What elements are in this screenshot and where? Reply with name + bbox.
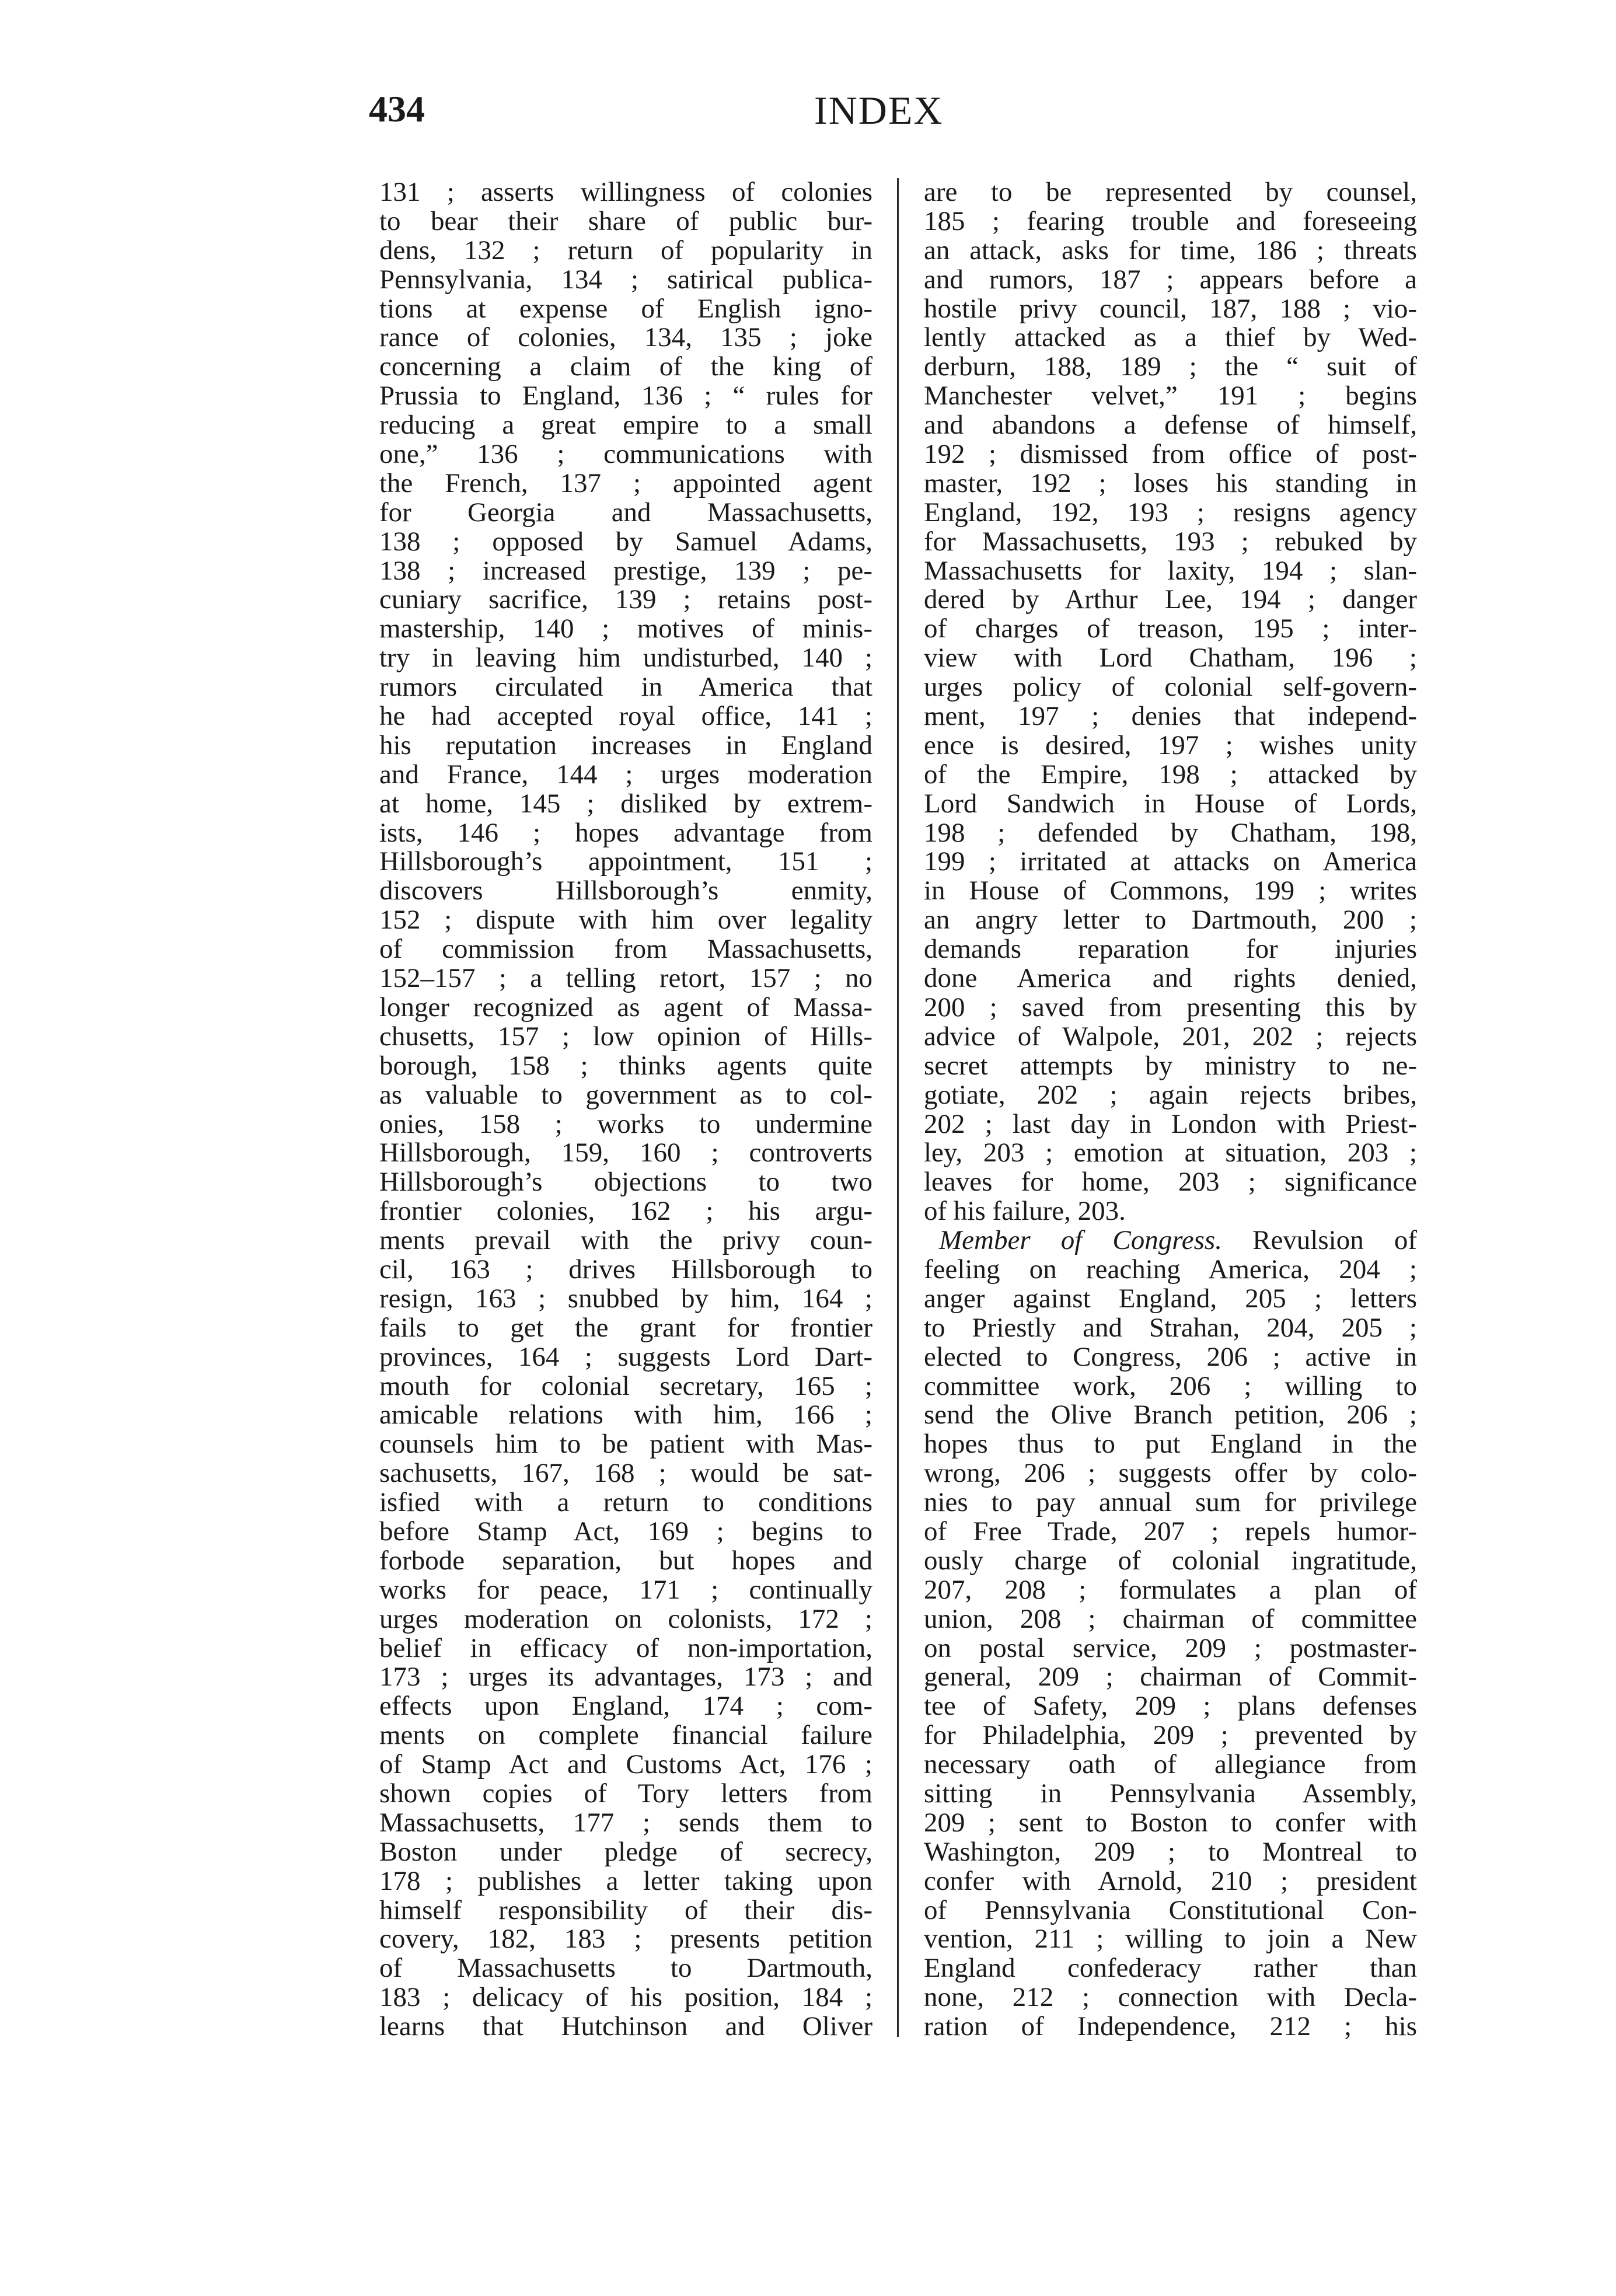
index-line: of the Empire, 198 ; attacked by	[924, 759, 1417, 790]
index-line: provinces, 164 ; suggests Lord Dart-	[379, 1341, 872, 1372]
index-line: ments prevail with the privy coun-	[379, 1225, 872, 1256]
index-subheading-rest: Revulsion of	[1221, 1225, 1417, 1256]
index-line: the French, 137 ; appointed agent	[379, 467, 872, 498]
index-line: isfied with a return to conditions	[379, 1487, 872, 1518]
index-line: demands reparation for injuries	[924, 934, 1417, 965]
index-subheading-line	[924, 1226, 1417, 1255]
index-line: for Philadelphia, 209 ; prevented by	[924, 1720, 1417, 1751]
index-subheading: Member of Congress.	[939, 1225, 1222, 1256]
index-line: ley, 203 ; emotion at situation, 203 ;	[924, 1137, 1417, 1168]
index-line: ists, 146 ; hopes advantage from	[379, 817, 872, 848]
index-line: shown copies of Tory letters from	[379, 1778, 872, 1809]
index-line: counsels him to be patient with Mas-	[379, 1429, 872, 1460]
index-line: gotiate, 202 ; again rejects bribes,	[924, 1079, 1417, 1110]
index-line: 202 ; last day in London with Priest-	[924, 1108, 1417, 1139]
index-line: sachusetts, 167, 168 ; would be sat-	[379, 1458, 872, 1489]
index-line: rumors circulated in America that	[379, 672, 872, 703]
index-line: lently attacked as a thief by Wed-	[924, 322, 1417, 353]
index-line: ration of Independence, 212 ; his	[924, 2011, 1417, 2042]
index-line: and abandons a defense of himself,	[924, 410, 1417, 441]
index-line: frontier colonies, 162 ; his argu-	[379, 1196, 872, 1227]
index-line: and rumors, 187 ; appears before a	[924, 264, 1417, 295]
index-column-right	[924, 178, 1417, 2042]
index-line: hostile privy council, 187, 188 ; vio-	[924, 293, 1417, 324]
index-line: Manchester velvet,” 191 ; begins	[924, 381, 1417, 411]
index-line: urges moderation on colonists, 172 ;	[379, 1603, 872, 1634]
index-line: of his failure, 203.	[924, 1196, 1126, 1227]
index-line: 209 ; sent to Boston to confer with	[924, 1807, 1417, 1838]
index-line: works for peace, 171 ; continually	[379, 1574, 872, 1605]
index-line: ence is desired, 197 ; wishes unity	[924, 730, 1417, 760]
index-line: urges policy of colonial self-govern-	[924, 672, 1417, 703]
index-line: of Pennsylvania Constitutional Con-	[924, 1894, 1417, 1925]
index-line: he had accepted royal office, 141 ;	[379, 701, 872, 732]
index-line: 207, 208 ; formulates a plan of	[924, 1574, 1417, 1605]
index-line: mastership, 140 ; motives of minis-	[379, 613, 872, 644]
index-line: none, 212 ; connection with Decla-	[924, 1982, 1417, 2013]
index-line: 131 ; asserts willingness of colonies	[379, 177, 872, 207]
index-line: nies to pay annual sum for privilege	[924, 1487, 1417, 1518]
index-line: Boston under pledge of secrecy,	[379, 1836, 872, 1867]
index-line: 173 ; urges its advantages, 173 ; and	[379, 1662, 872, 1693]
index-line: Washington, 209 ; to Montreal to	[924, 1836, 1417, 1867]
index-line: mouth for colonial secretary, 165 ;	[379, 1370, 872, 1401]
index-line: ments on complete financial failure	[379, 1720, 872, 1751]
index-column-left	[379, 178, 872, 2042]
index-line: in House of Commons, 199 ; writes	[924, 875, 1417, 906]
index-line: belief in efficacy of non-importation,	[379, 1632, 872, 1663]
index-line: send the Olive Branch petition, 206 ;	[924, 1400, 1417, 1430]
index-line: tions at expense of English igno-	[379, 293, 872, 324]
index-line: general, 209 ; chairman of Commit-	[924, 1662, 1417, 1693]
index-line: advice of Walpole, 201, 202 ; rejects	[924, 1021, 1417, 1052]
index-line: to Priestly and Strahan, 204, 205 ;	[924, 1312, 1417, 1343]
index-line: 152–157 ; a telling retort, 157 ; no	[379, 963, 872, 994]
index-line: 178 ; publishes a letter taking upon	[379, 1865, 872, 1896]
index-line: to bear their share of public bur-	[379, 205, 872, 236]
page-title: INDEX	[814, 88, 944, 132]
index-line: on postal service, 209 ; postmaster-	[924, 1632, 1417, 1663]
index-line: sitting in Pennsylvania Assembly,	[924, 1778, 1417, 1809]
index-line: Hillsborough’s objections to two	[379, 1167, 872, 1198]
index-line: cil, 163 ; drives Hillsborough to	[379, 1254, 872, 1285]
index-line: himself responsibility of their dis-	[379, 1894, 872, 1925]
index-line: elected to Congress, 206 ; active in	[924, 1341, 1417, 1372]
index-line: as valuable to government as to col-	[379, 1079, 872, 1110]
index-line: necessary oath of allegiance from	[924, 1749, 1417, 1780]
index-line: leaves for home, 203 ; significance	[924, 1167, 1417, 1198]
index-line: confer with Arnold, 210 ; president	[924, 1865, 1417, 1896]
index-line: done America and rights denied,	[924, 963, 1417, 994]
index-line: committee work, 206 ; willing to	[924, 1370, 1417, 1401]
index-line: longer recognized as agent of Massa-	[379, 992, 872, 1023]
index-line: Massachusetts for laxity, 194 ; slan-	[924, 555, 1417, 586]
index-line: try in leaving him undisturbed, 140 ;	[379, 643, 872, 674]
index-line: tee of Safety, 209 ; plans defenses	[924, 1691, 1417, 1722]
index-line: Lord Sandwich in House of Lords,	[924, 788, 1417, 819]
index-line: 185 ; fearing trouble and foreseeing	[924, 205, 1417, 236]
index-line: learns that Hutchinson and Oliver	[379, 2011, 872, 2042]
index-line: of Stamp Act and Customs Act, 176 ;	[379, 1749, 872, 1780]
index-line: derburn, 188, 189 ; the “ suit of	[924, 351, 1417, 382]
index-line: one,” 136 ; communications with	[379, 439, 872, 470]
index-line: view with Lord Chatham, 196 ;	[924, 643, 1417, 674]
index-line: and France, 144 ; urges moderation	[379, 759, 872, 790]
index-line: for Massachusetts, 193 ; rebuked by	[924, 526, 1417, 557]
index-line: 152 ; dispute with him over legality	[379, 905, 872, 936]
index-line: resign, 163 ; snubbed by him, 164 ;	[379, 1283, 872, 1314]
index-line: England, 192, 193 ; resigns agency	[924, 497, 1417, 528]
column-divider	[897, 178, 899, 2037]
index-line: of Free Trade, 207 ; repels humor-	[924, 1516, 1417, 1547]
index-line: chusetts, 157 ; low opinion of Hills-	[379, 1021, 872, 1052]
page-number: 434	[369, 88, 425, 130]
index-line: at home, 145 ; disliked by extrem-	[379, 788, 872, 819]
index-line: Hillsborough, 159, 160 ; controverts	[379, 1137, 872, 1168]
index-line: 138 ; increased prestige, 139 ; pe-	[379, 555, 872, 586]
index-line: of Massachusetts to Dartmouth,	[379, 1953, 872, 1984]
index-line: 183 ; delicacy of his position, 184 ;	[379, 1982, 872, 2013]
index-line: before Stamp Act, 169 ; begins to	[379, 1516, 872, 1547]
index-line: of commission from Massachusetts,	[379, 934, 872, 965]
index-line: 199 ; irritated at attacks on America	[924, 846, 1417, 877]
index-line: effects upon England, 174 ; com-	[379, 1691, 872, 1722]
index-line: an attack, asks for time, 186 ; threats	[924, 235, 1417, 266]
index-line: vention, 211 ; willing to join a New	[924, 1924, 1417, 1955]
index-line: 192 ; dismissed from office of post-	[924, 439, 1417, 470]
index-line: dens, 132 ; return of popularity in	[379, 235, 872, 266]
index-line: Pennsylvania, 134 ; satirical publica-	[379, 264, 872, 295]
index-line: 198 ; defended by Chatham, 198,	[924, 817, 1417, 848]
index-line: dered by Arthur Lee, 194 ; danger	[924, 584, 1417, 615]
index-line: forbode separation, but hopes and	[379, 1545, 872, 1576]
index-line: onies, 158 ; works to undermine	[379, 1108, 872, 1139]
index-line: Massachusetts, 177 ; sends them to	[379, 1807, 872, 1838]
index-line: wrong, 206 ; suggests offer by colo-	[924, 1458, 1417, 1489]
index-line: cuniary sacrifice, 139 ; retains post-	[379, 584, 872, 615]
index-line: an angry letter to Dartmouth, 200 ;	[924, 905, 1417, 936]
index-line: for Georgia and Massachusetts,	[379, 497, 872, 528]
index-line: union, 208 ; chairman of committee	[924, 1603, 1417, 1634]
index-line: ment, 197 ; denies that independ-	[924, 701, 1417, 732]
index-line: of charges of treason, 195 ; inter-	[924, 613, 1417, 644]
index-line: reducing a great empire to a small	[379, 410, 872, 441]
index-line: 138 ; opposed by Samuel Adams,	[379, 526, 872, 557]
index-line: anger against England, 205 ; letters	[924, 1283, 1417, 1314]
index-line: discovers Hillsborough’s enmity,	[379, 875, 872, 906]
index-line: Prussia to England, 136 ; “ rules for	[379, 381, 872, 411]
index-line: 200 ; saved from presenting this by	[924, 992, 1417, 1023]
index-line: Hillsborough’s appointment, 151 ;	[379, 846, 872, 877]
index-line: his reputation increases in England	[379, 730, 872, 760]
index-line: are to be represented by counsel,	[924, 177, 1417, 207]
index-line: rance of colonies, 134, 135 ; joke	[379, 322, 872, 353]
index-line: borough, 158 ; thinks agents quite	[379, 1050, 872, 1081]
index-line: secret attempts by ministry to ne-	[924, 1050, 1417, 1081]
index-line: concerning a claim of the king of	[379, 351, 872, 382]
index-line: England confederacy rather than	[924, 1953, 1417, 1984]
index-line: master, 192 ; loses his standing in	[924, 467, 1417, 498]
index-line: ously charge of colonial ingratitude,	[924, 1545, 1417, 1576]
index-line: hopes thus to put England in the	[924, 1429, 1417, 1460]
index-line: fails to get the grant for frontier	[379, 1312, 872, 1343]
index-line: feeling on reaching America, 204 ;	[924, 1254, 1417, 1285]
index-line: covery, 182, 183 ; presents petition	[379, 1924, 872, 1955]
index-line: amicable relations with him, 166 ;	[379, 1400, 872, 1430]
